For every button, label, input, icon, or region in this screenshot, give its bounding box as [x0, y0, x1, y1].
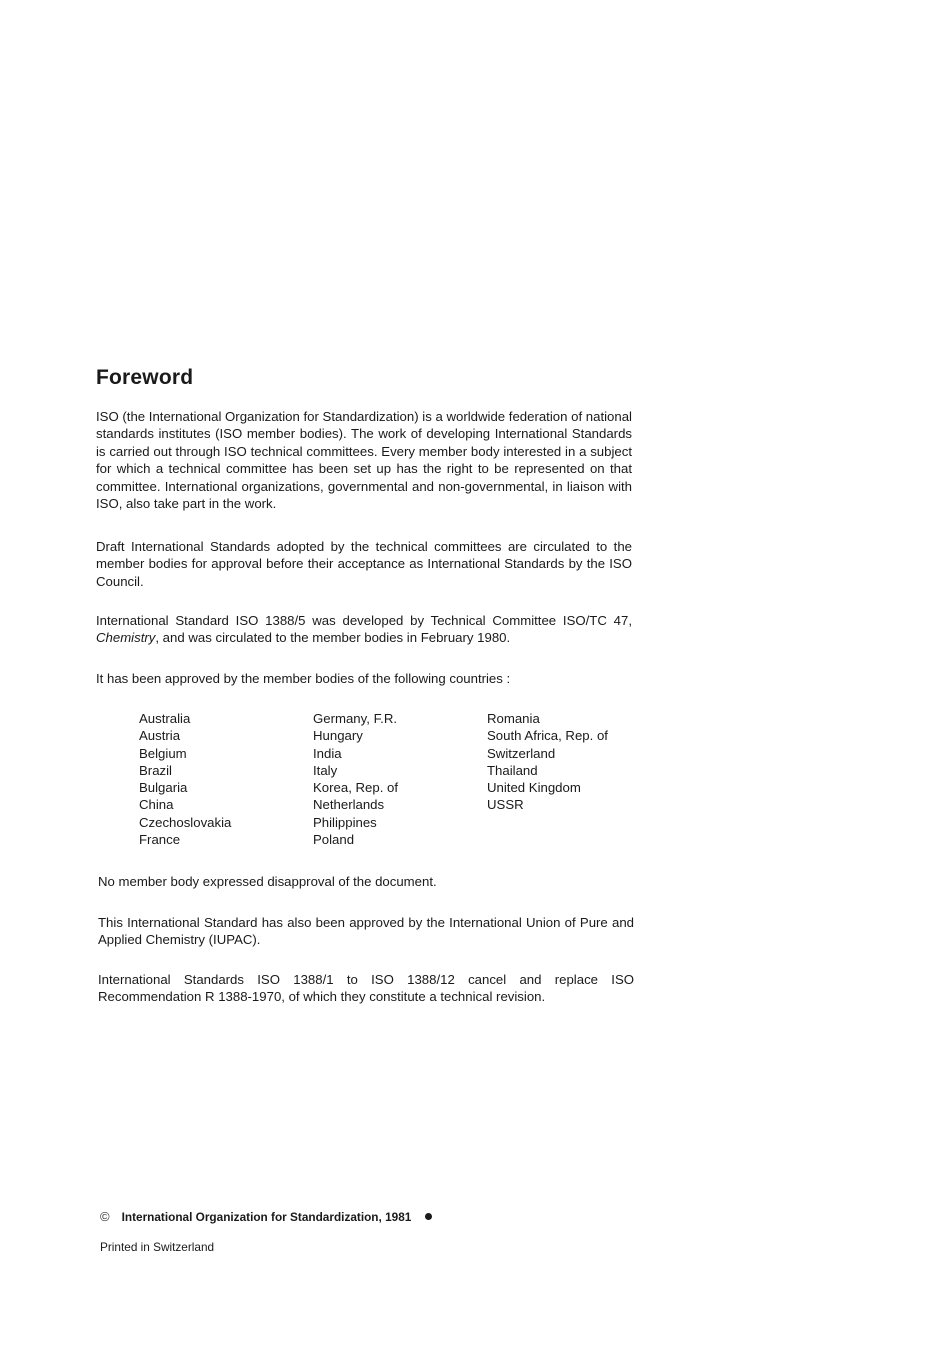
paragraph-approval-intro: It has been approved by the member bodies of the following countries :	[96, 671, 511, 686]
country-item: United Kingdom	[487, 780, 581, 796]
page-title: Foreword	[96, 366, 194, 389]
paragraph-iupac: This International Standard has also been approved by the International Union of Pure and Applied Chemistry (IUPAC).	[98, 915, 634, 948]
country-item: Czechoslovakia	[139, 814, 232, 830]
paragraph-replacement: International Standards ISO 1388/1 to ISO 1388/12 cancel and replace ISO Recommendation R 1388-1970, of which they constitute a technical revision.	[98, 972, 634, 1005]
country-item: China	[139, 797, 174, 813]
country-item: South Africa, Rep. of	[487, 728, 608, 744]
country-item: Germany, F.R.	[313, 711, 398, 726]
country-item: USSR	[487, 797, 524, 813]
country-item: India	[313, 745, 342, 761]
copyright-text: International Organization for Standardization, 1981	[121, 1209, 412, 1224]
country-item: Thailand	[487, 762, 538, 778]
countries-column-3	[487, 710, 667, 848]
development-text-start: International Standard ISO 1388/5 was developed by Technical Committee ISO/TC 47,	[96, 613, 632, 628]
printed-in: Printed in Switzerland	[100, 1240, 215, 1254]
countries-column-1	[139, 710, 313, 848]
countries-column-2	[313, 710, 487, 848]
country-item: Poland	[313, 832, 355, 848]
country-item: Italy	[313, 762, 338, 778]
country-item: Hungary	[313, 728, 363, 744]
paragraph-no-disapproval: No member body expressed disapproval of the document.	[98, 874, 437, 889]
country-item: France	[139, 832, 181, 848]
country-item: Korea, Rep. of	[313, 780, 399, 796]
country-item: Bulgaria	[139, 780, 188, 796]
country-item: Switzerland	[487, 745, 556, 761]
development-text-end: , and was circulated to the member bodies in February 1980.	[155, 630, 511, 646]
copyright-line	[100, 1209, 432, 1224]
paragraph-iso-intro: ISO (the International Organization for Standardization) is a worldwide federation of national standards institutes (ISO member bodies). The work of developing International Standards is carried out through ISO technical committees. Every member body interested in a subject for which a technical committee has been set up has the right to be represented on that committee. International organizations, governmental and non-governmental, in liaison with ISO, also take part in the work.	[96, 409, 632, 512]
country-item: Australia	[139, 711, 191, 726]
country-item: Netherlands	[313, 797, 385, 813]
paragraph-development	[96, 612, 632, 647]
paragraph-draft-standards: Draft International Standards adopted by the technical committees are circulated to the member bodies for approval before their acceptance as International Standards by the ISO Council.	[96, 539, 632, 589]
country-item: Brazil	[139, 762, 172, 778]
country-item: Austria	[139, 728, 181, 744]
countries-list	[139, 710, 667, 848]
country-item: Philippines	[313, 814, 377, 830]
copyright-icon: ©	[100, 1209, 110, 1224]
country-item: Belgium	[139, 745, 187, 761]
country-item: Romania	[487, 711, 540, 726]
committee-name: Chemistry	[96, 630, 156, 646]
bullet-icon	[425, 1213, 432, 1220]
